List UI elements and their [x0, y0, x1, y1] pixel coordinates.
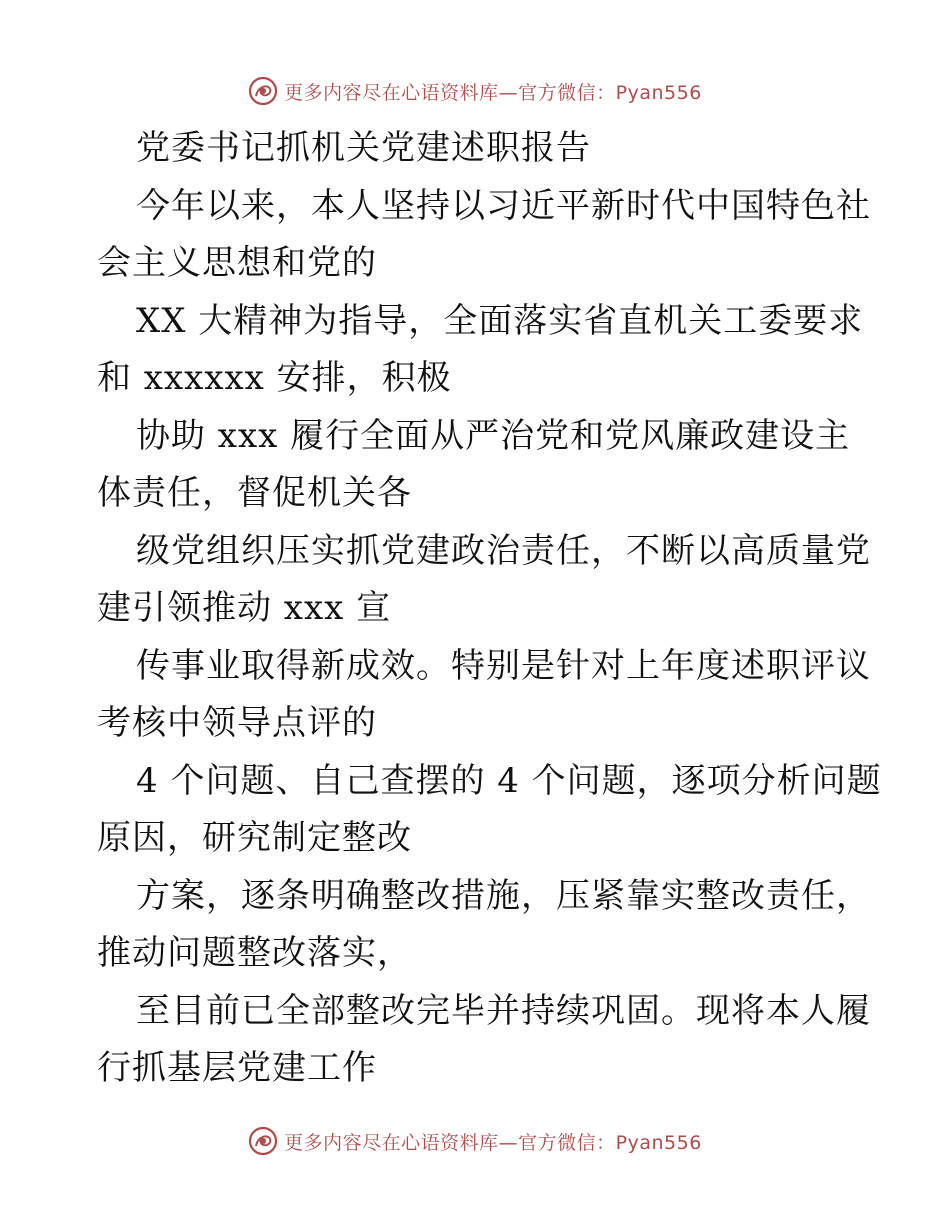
footer-watermark	[0, 1124, 950, 1158]
text-line: 原因，研究制定整改	[97, 818, 412, 858]
text-line: 考核中领导点评的	[97, 703, 377, 743]
document-body	[97, 120, 882, 1098]
document-title: 党委书记抓机关党建述职报告	[136, 128, 591, 168]
header-watermark-text: 更多内容尽在心语资料库—官方微信：Pyan556	[284, 81, 702, 104]
text-line: 推动问题整改落实，	[97, 933, 412, 973]
text-line: 至目前已全部整改完毕并持续巩固。现将本人履	[136, 990, 871, 1031]
text-line: 会主义思想和党的	[97, 243, 377, 283]
swirl-logo-icon	[248, 1126, 278, 1156]
text-line: 级党组织压实抓党建政治责任，不断以高质量党	[136, 530, 871, 571]
swirl-logo-icon	[248, 76, 278, 106]
header-watermark	[0, 74, 950, 108]
text-line: 协助 xxx 履行全面从严治党和党风廉政建设主	[136, 415, 851, 456]
text-line: 方案，逐条明确整改措施，压紧靠实整改责任，	[136, 875, 871, 916]
text-line: 4 个问题、自己查摆的 4 个问题，逐项分析问题	[136, 760, 882, 801]
text-line: 今年以来，本人坚持以习近平新时代中国特色社	[136, 185, 871, 226]
footer-watermark-text: 更多内容尽在心语资料库—官方微信：Pyan556	[284, 1131, 702, 1154]
text-line: 和 xxxxxx 安排，积极	[97, 358, 452, 398]
text-line: 体责任，督促机关各	[97, 473, 412, 513]
text-line: XX 大精神为指导，全面落实省直机关工委要求	[136, 300, 864, 341]
text-line: 传事业取得新成效。特别是针对上年度述职评议	[136, 645, 871, 686]
text-line: 建引领推动 xxx 宣	[97, 588, 392, 628]
text-line: 行抓基层党建工作	[97, 1048, 377, 1088]
